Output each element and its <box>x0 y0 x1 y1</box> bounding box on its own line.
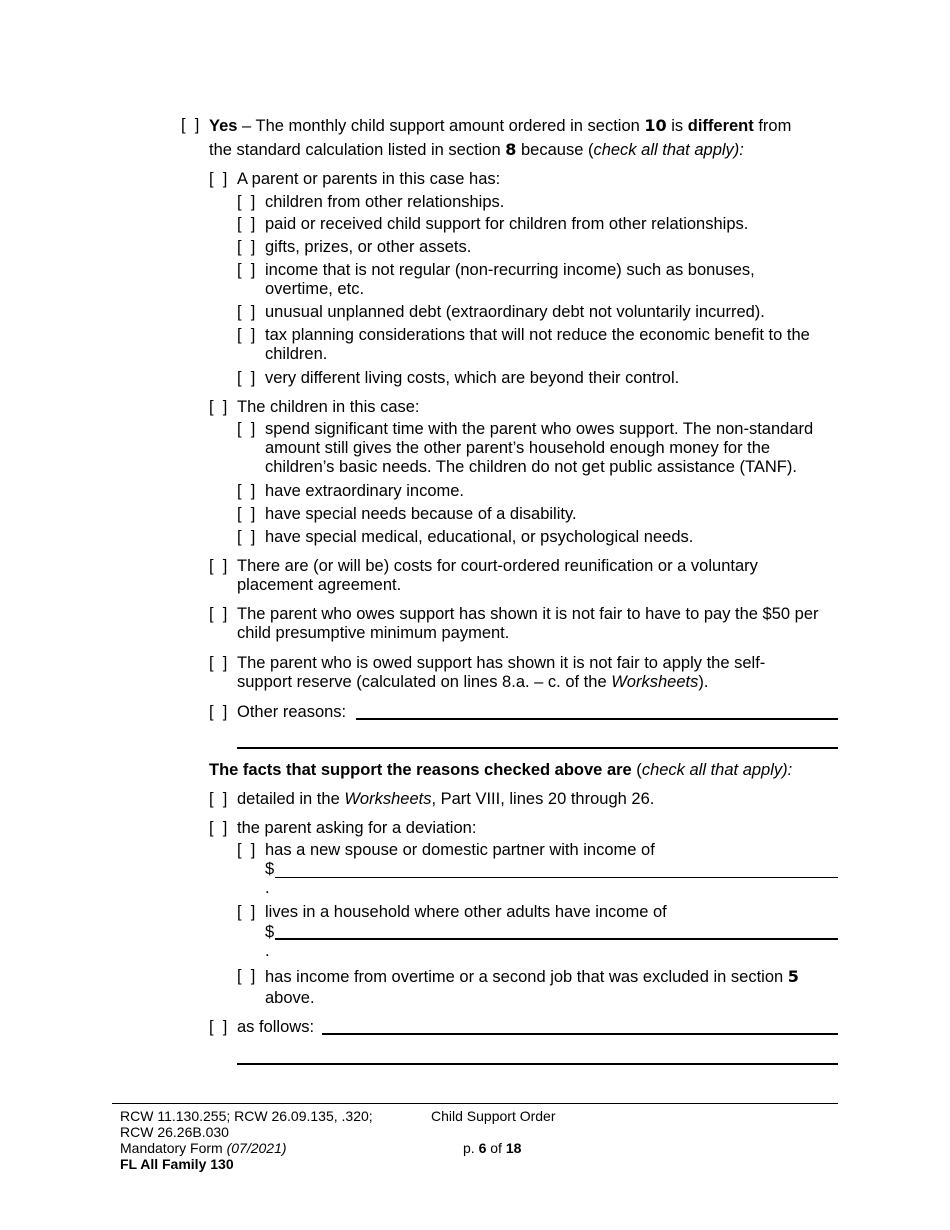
parent-group-checkbox[interactable]: [ ] <box>209 170 228 188</box>
checkbox[interactable]: [ ] <box>237 303 256 321</box>
list-item <box>237 369 839 388</box>
facts-paren-close: ): <box>782 761 793 779</box>
parent-group <box>209 170 839 189</box>
overtime-option <box>237 967 839 1009</box>
list-item <box>237 505 839 524</box>
spouse-period <box>265 879 270 898</box>
detailed-text-2: , Part VIII, lines 20 through 26. <box>431 790 655 808</box>
other-reasons-input[interactable] <box>356 718 838 720</box>
checkbox[interactable]: [ ] <box>237 528 256 546</box>
item-text: have special medical, educational, or psychological needs. <box>265 528 694 546</box>
yes-text-4: the standard calculation listed in section <box>209 141 506 159</box>
list-item <box>237 482 839 501</box>
list-item <box>237 326 827 364</box>
parent-asking-option <box>209 819 839 838</box>
item-text: gifts, prizes, or other assets. <box>265 238 472 256</box>
item-text <box>237 790 839 809</box>
item-text: income that is not regular (non-recurring income) such as bonuses, overtime, etc. <box>265 261 755 298</box>
worksheets-label: Worksheets <box>611 673 699 691</box>
checkbox[interactable]: [ ] <box>209 819 228 837</box>
worksheets-label: Worksheets <box>344 790 432 808</box>
children-group-checkbox[interactable]: [ ] <box>209 398 228 416</box>
facts-heading-text: The facts that support the reasons checked above are <box>209 761 632 779</box>
children-group-label: The children in this case: <box>237 398 420 416</box>
checkbox[interactable]: [ ] <box>237 903 256 921</box>
facts-heading <box>209 761 839 780</box>
current-page: 6 <box>478 1140 487 1156</box>
minimum-payment-option <box>209 605 824 643</box>
footer-mandatory <box>120 1140 373 1156</box>
household-dollar <box>265 923 274 942</box>
item-text: unusual unplanned debt (extraordinary debt not voluntarily incurred). <box>265 303 765 321</box>
household-period <box>265 942 270 961</box>
page-prefix: p. <box>463 1140 479 1156</box>
checkbox[interactable]: [ ] <box>237 326 256 344</box>
item-text: have special needs because of a disability. <box>265 505 577 523</box>
list-item <box>237 303 839 322</box>
yes-text-3: from <box>753 117 792 135</box>
list-item <box>237 215 839 234</box>
item-text: The parent who owes support has shown it is not fair to have to pay the $50 per child presumptive minimum payment. <box>237 605 819 642</box>
form-date: (07/2021) <box>226 1140 287 1156</box>
item-text: very different living costs, which are beyond their control. <box>265 369 680 387</box>
period: . <box>265 942 270 960</box>
checkbox[interactable]: [ ] <box>209 703 228 721</box>
list-item <box>237 528 839 547</box>
page-number <box>463 1140 521 1156</box>
yes-option <box>181 116 841 162</box>
household-option <box>237 903 839 922</box>
item-text: There are (or will be) costs for court-ordered reunification or a voluntary placement agreement. <box>237 557 758 594</box>
item-text <box>237 654 799 692</box>
page-of: of <box>486 1140 506 1156</box>
mandatory-label: Mandatory Form <box>120 1140 227 1156</box>
list-item <box>237 420 837 477</box>
overtime-text-2: above. <box>265 989 315 1007</box>
parent-group-label: A parent or parents in this case has: <box>237 170 501 188</box>
yes-text-1: – The monthly child support amount ordered in section <box>237 117 645 135</box>
footer-rcw-2: RCW 26.26B.030 <box>120 1124 229 1140</box>
worksheets-option <box>209 790 839 809</box>
overtime-text-1: has income from overtime or a second job that was excluded in section <box>265 968 788 986</box>
as-follows-input-line-2[interactable] <box>237 1063 838 1065</box>
checkbox[interactable]: [ ] <box>237 505 256 523</box>
checkbox[interactable]: [ ] <box>237 238 256 256</box>
dollar-sign: $ <box>265 923 275 941</box>
list-item <box>237 238 839 257</box>
period: . <box>265 879 270 897</box>
item-text: lives in a household where other adults have income of <box>265 903 667 921</box>
checkbox[interactable]: [ ] <box>237 967 256 985</box>
checkbox[interactable]: [ ] <box>237 369 256 387</box>
spouse-dollar <box>265 860 274 879</box>
checkbox[interactable]: [ ] <box>209 1018 228 1036</box>
different-label: different <box>687 117 754 135</box>
footer-divider <box>112 1103 838 1104</box>
item-text: have extraordinary income. <box>265 482 465 500</box>
section-5: 5 <box>787 967 799 986</box>
footer-left <box>120 1108 373 1172</box>
spouse-income-input[interactable] <box>275 877 838 878</box>
checkbox[interactable]: [ ] <box>237 841 256 859</box>
household-income-input[interactable] <box>275 938 838 940</box>
section-10: 10 <box>644 116 667 135</box>
item-text: children from other relationships. <box>265 193 505 211</box>
footer-rcw-1: RCW 11.130.255; RCW 26.09.135, .320; <box>120 1108 373 1124</box>
checkbox[interactable]: [ ] <box>237 261 256 279</box>
checkbox[interactable]: [ ] <box>209 605 228 623</box>
item-text: has a new spouse or domestic partner with income of <box>265 841 655 859</box>
item-text: the parent asking for a deviation: <box>237 819 477 837</box>
item-text <box>265 966 839 1009</box>
total-pages: 18 <box>505 1140 522 1156</box>
item-text: spend significant time with the parent who owes support. The non-standard amount still gives the other parent’s household enough money for the children’s basic needs. The children do not get public assistance (TANF). <box>265 420 814 476</box>
yes-text <box>209 114 841 162</box>
yes-text-2: is <box>666 117 688 135</box>
yes-text-5: because ( <box>516 141 594 159</box>
spouse-option <box>237 841 839 860</box>
section-8: 8 <box>505 140 517 159</box>
as-follows-input[interactable] <box>322 1033 838 1035</box>
detailed-text-1: detailed in the <box>237 790 345 808</box>
checkbox[interactable]: [ ] <box>209 557 228 575</box>
yes-checkbox[interactable]: [ ] <box>181 116 200 134</box>
checkbox[interactable]: [ ] <box>237 420 256 438</box>
item-text: paid or received child support for children from other relationships. <box>265 215 749 233</box>
item-text: tax planning considerations that will not reduce the economic benefit to the children. <box>265 326 810 363</box>
checkbox[interactable]: [ ] <box>237 482 256 500</box>
reserve-text-1: The parent who is owed support has shown it is not fair to apply the self-support reserve (calculated on lines 8.a. – c. of the <box>237 654 766 691</box>
facts-paren: ( <box>631 761 642 779</box>
facts-check-note: check all that apply <box>641 761 783 779</box>
yes-text-6: ): <box>733 141 744 159</box>
self-support-reserve-option <box>209 654 799 692</box>
checkbox[interactable]: [ ] <box>209 790 228 808</box>
list-item <box>237 193 839 212</box>
footer-title: Child Support Order <box>431 1108 556 1124</box>
check-all-note: check all that apply <box>593 141 734 159</box>
checkbox[interactable]: [ ] <box>237 193 256 211</box>
children-group <box>209 398 839 417</box>
yes-label: Yes <box>209 117 238 135</box>
list-item <box>237 261 797 299</box>
reunification-option <box>209 557 784 595</box>
as-follows-label: as follows: <box>237 1018 315 1036</box>
reserve-text-2: ). <box>698 673 709 691</box>
footer-form-id: FL All Family 130 <box>120 1156 234 1172</box>
checkbox[interactable]: [ ] <box>237 215 256 233</box>
other-reasons-label: Other reasons: <box>237 703 347 721</box>
other-reasons-input-line-2[interactable] <box>237 747 838 749</box>
dollar-sign: $ <box>265 860 275 878</box>
checkbox[interactable]: [ ] <box>209 654 228 672</box>
